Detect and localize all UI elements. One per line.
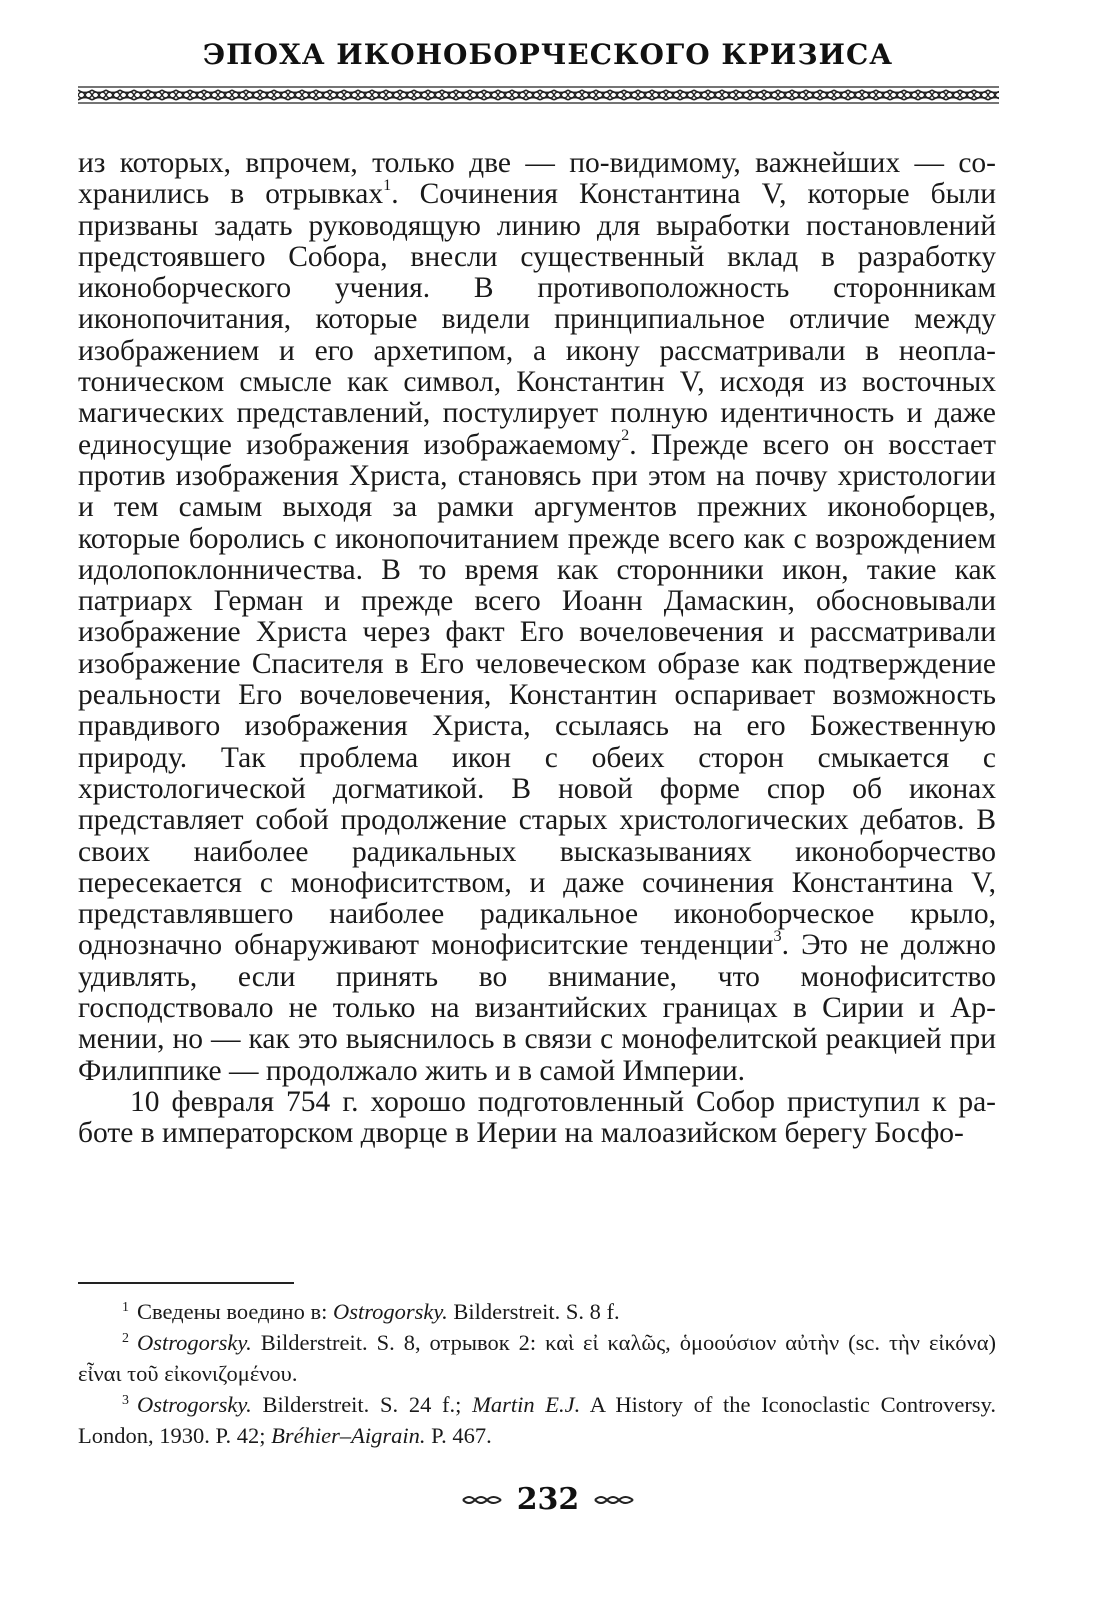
text-run: 10 февраля 754 г. хорошо подготовленный Собор приступил к работе в императорском дворце в Иерии на малоазийском берегу Босфо- (78, 1085, 996, 1150)
paragraph (78, 1087, 996, 1150)
text-run: из которых, впрочем, только две — по-видимому, важнейших — сохранились в отрывках (78, 147, 996, 211)
main-text (78, 148, 996, 1150)
footnote-mark: 2 (122, 1330, 129, 1346)
citation-author: Ostrogorsky. (136, 1330, 252, 1355)
footnote-ref: 3 (773, 927, 782, 946)
text-run: . Прежде всего он восстает против изображения Христа, становясь при этом на почву христологии и тем самым выходя за рамки аргументов прежних иконоборцев, которые боролись с иконопочитанием прежде всего как с возрождением идолопоклонничества. В то время как сторонники икон, такие как патриарх Герман и прежде всего Иоанн Дамаскин, обосновывали изображение Христа через факт Его вочеловечения и рассматривали изображение Спасителя в Его человеческом образе как подтверждение реальности Его вочеловечения, Константин оспаривает возможность правдивого изображения Христа, ссылаясь на его Божественную природу. Так проблема икон с обеих сторон смыкается с христологической догматикой. В новой форме спор об иконах представляет собой продолжение старых христологических дебатов. В своих наиболее радикальных высказываниях иконоборчество пересекается с монофиситством, и даже сочинения Константина V, представлявшего наиболее радикальное иконоборческое крыло, однозначно обнаруживают монофиситские тенденции (78, 428, 996, 962)
text-run: A History of the Iconoclastic Controversy. London, 1930. P. 42; (78, 1392, 996, 1448)
page-number: 232 (516, 1482, 580, 1517)
footnote (78, 1327, 996, 1389)
right-folio-ornament (593, 1493, 635, 1507)
footnote-separator (78, 1282, 294, 1284)
text-run: . Сочинения Константина V, которые были призваны задать руководящую линию для выработки постановлений предстоявшего Собора, внесли существенный вклад в разработку иконоборческого учения. В противоположность сторонникам иконопочитания, которые видели принципиальное отличие между изображением и его архетипом, а икону рассматривали в неоплатоническом смысле как символ, Константин V, исходя из восточных магических представлений, постулирует полную идентичность и даже единосущие изображения изображаемому (78, 178, 996, 461)
footnote-ref: 1 (383, 176, 392, 195)
left-folio-ornament (461, 1493, 503, 1507)
text-run: . Это не должно удивлять, если принять во внимание, что монофиситство господствовало не только на византийских границах в Сирии и Армении, но — как это выяснилось в связи с монофелитской реакцией при Филиппике — продолжало жить и в самой Империи. (78, 929, 996, 1087)
footnote (78, 1296, 996, 1327)
page-footer (0, 1482, 1096, 1517)
citation-author: Ostrogorsky. (136, 1392, 252, 1417)
text-run: P. 467. (425, 1423, 492, 1448)
paragraph (78, 148, 996, 1087)
footnotes (78, 1296, 996, 1451)
text-run: Bilderstreit. S. 24 f.; (251, 1392, 473, 1417)
text-run: Сведены воедино в: (136, 1299, 333, 1324)
running-head: ЭПОХА ИКОНОБОРЧЕСКОГО КРИЗИСА (202, 38, 894, 71)
citation-author: Bréhier–Aigrain. (271, 1423, 426, 1448)
text-run: Bilderstreit. S. 8 f. (447, 1299, 620, 1324)
text-run: Bilderstreit. S. 8, отрывок 2: καὶ εἰ καλῶς, ὁμοούσιον αὐτὴν (sc. τὴν εἰκόνα) εἶναι τοῦ εἰκονιζομένου. (78, 1330, 996, 1386)
footnote-mark: 3 (122, 1392, 129, 1408)
citation-author: Martin E.J. (472, 1392, 581, 1417)
citation-author: Ostrogorsky. (332, 1299, 448, 1324)
footnote-ref: 2 (621, 426, 630, 445)
footnote (78, 1389, 996, 1451)
header-ornament-band (78, 86, 999, 104)
footnote-mark: 1 (122, 1299, 129, 1315)
